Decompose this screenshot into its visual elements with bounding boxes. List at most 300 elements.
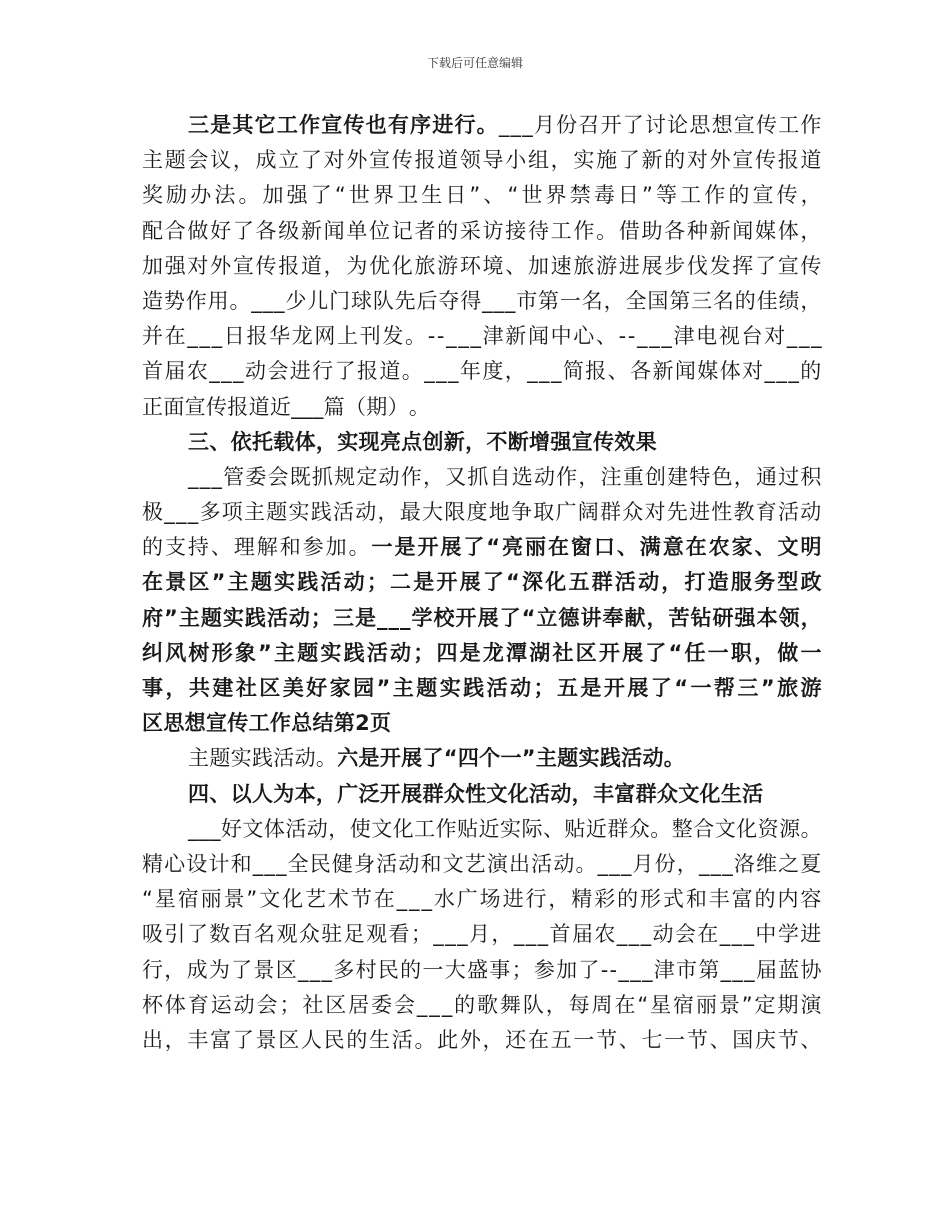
text-char: _ <box>811 324 822 349</box>
text-char: 实 <box>337 429 359 454</box>
text-char: 创 <box>422 429 444 454</box>
text-char: 是 <box>354 605 377 630</box>
text-char: 了 <box>754 253 777 278</box>
text-char: 参 <box>302 535 324 560</box>
text-char: 展 <box>401 746 423 771</box>
text-char: _ <box>550 359 562 384</box>
text-char: 进 <box>502 887 524 912</box>
text-char: 主 <box>535 746 558 771</box>
text-char: 报 <box>356 359 379 384</box>
text-char: 日 <box>223 324 246 349</box>
text-char: 先 <box>666 500 689 525</box>
text-char: 型 <box>777 570 799 595</box>
text-char: 心 <box>164 851 186 876</box>
text-char: 期 <box>777 992 799 1017</box>
text-char: 和 <box>685 887 708 912</box>
text-char: 展 <box>440 535 462 560</box>
text-char: 文 <box>486 781 508 806</box>
text-char: _ <box>209 816 221 841</box>
text-char: 民 <box>309 851 332 876</box>
text-char: 和 <box>230 851 252 876</box>
text-char: _ <box>510 113 522 137</box>
text-char: 协 <box>800 957 822 982</box>
text-char: 儿 <box>307 288 329 313</box>
text-char: 生 <box>720 781 743 806</box>
text-char: _ <box>198 816 210 841</box>
text-char: “ <box>674 676 689 700</box>
text-char: 年 <box>459 359 482 384</box>
text-char: 职 <box>730 640 753 665</box>
text-char: ” <box>258 640 273 665</box>
text-char: 了 <box>300 148 323 173</box>
text-char: 社 <box>235 676 258 700</box>
text-char: 行 <box>525 887 547 912</box>
text-char: 境 <box>482 253 504 278</box>
text-char: 强 <box>550 429 572 454</box>
text-char: 想 <box>184 711 206 736</box>
text-char: 球 <box>350 288 373 313</box>
text-char: ” <box>211 570 226 595</box>
text-char: 。 <box>238 183 260 208</box>
text-char: 学 <box>777 922 800 947</box>
text-char: _ <box>458 324 470 349</box>
text-char: 展 <box>401 781 423 806</box>
text-char: 展 <box>627 676 649 700</box>
text-char: 借 <box>618 218 641 243</box>
text-char: 展 <box>622 640 644 665</box>
text-char: 旅 <box>573 253 595 278</box>
text-line <box>142 178 822 213</box>
text-char: 三 <box>188 429 210 454</box>
text-char: 总 <box>291 711 313 736</box>
text-char: 题 <box>557 746 579 771</box>
text-char: - <box>609 957 618 982</box>
text-char: 增 <box>529 429 551 454</box>
text-line <box>142 249 822 284</box>
text-char: 、 <box>607 359 629 384</box>
text-char: _ <box>527 359 538 384</box>
text-char: 加 <box>325 535 347 560</box>
text-char: 的 <box>437 218 459 243</box>
text-char: 活 <box>376 851 398 876</box>
text-char: 化 <box>699 781 721 806</box>
text-char: 校 <box>433 605 455 630</box>
text-char: 内 <box>777 887 799 912</box>
text-char: 一 <box>690 676 712 700</box>
text-char: 农 <box>594 922 616 947</box>
text-char: 有 <box>387 113 410 137</box>
text-char: 游 <box>800 676 822 700</box>
text-char: 动 <box>638 570 660 595</box>
text-char: 开 <box>379 746 402 771</box>
text-char: 区 <box>325 992 347 1017</box>
text-char: 精 <box>142 851 164 876</box>
text-char: 水 <box>433 887 456 912</box>
text-char: 用 <box>207 288 229 313</box>
text-char: 传 <box>592 429 615 454</box>
text-char: 象 <box>234 640 257 665</box>
text-char: _ <box>421 887 433 912</box>
text-char: _ <box>211 324 223 349</box>
text-char: 限 <box>444 500 466 525</box>
text-line <box>142 143 822 178</box>
text-char: 励 <box>166 183 188 208</box>
text-char: 实 <box>500 816 522 841</box>
text-char: 体 <box>164 992 187 1017</box>
text-char: 美 <box>282 676 305 700</box>
text-char: 游 <box>596 253 618 278</box>
text-char: 出 <box>142 1027 164 1052</box>
text-char: 新 <box>652 359 674 384</box>
text-char: 篇 <box>323 394 345 419</box>
text-char: 活 <box>391 1027 414 1052</box>
text-char: 题 <box>416 676 438 700</box>
text-char: 持 <box>187 535 210 560</box>
text-char: 津 <box>482 324 504 349</box>
text-char: 宣 <box>232 253 255 278</box>
text-char: 大 <box>444 957 467 982</box>
text-char: _ <box>731 922 743 947</box>
text-char: 自 <box>489 464 511 489</box>
text-char: 夺 <box>438 288 460 313</box>
text-char: 口 <box>593 535 616 560</box>
text-char: 过 <box>778 464 800 489</box>
text-line <box>142 108 822 143</box>
text-char: 工 <box>414 816 436 841</box>
text-char: 一 <box>371 535 393 560</box>
text-char: _ <box>187 324 199 349</box>
text-char: 整 <box>671 816 694 841</box>
text-char: 的 <box>734 288 757 313</box>
text-char: _ <box>388 605 400 630</box>
text-char: _ <box>312 394 324 419</box>
text-char: 主 <box>227 570 249 595</box>
text-char: 泛 <box>358 781 380 806</box>
text-char: ” <box>164 605 179 630</box>
text-char: 丽 <box>200 887 222 912</box>
text-char: 践 <box>297 570 319 595</box>
text-char: 各 <box>255 218 277 243</box>
text-char: 现 <box>358 429 380 454</box>
text-char: 。 <box>229 288 251 313</box>
text-char: 是 <box>358 746 380 771</box>
text-char: 践 <box>599 746 622 771</box>
text-char: 游 <box>437 253 459 278</box>
text-line <box>142 636 822 671</box>
text-char: 国 <box>647 288 669 313</box>
text-char: 刊 <box>359 324 382 349</box>
text-char: 速 <box>550 253 572 278</box>
text-char: 践 <box>251 746 274 771</box>
text-char: 为 <box>273 781 295 806</box>
text-char: 打 <box>684 570 706 595</box>
text-char: 注 <box>600 464 622 489</box>
text-char: 广 <box>555 500 577 525</box>
text-char: _ <box>482 288 493 313</box>
text-char: 四 <box>188 781 210 806</box>
text-char: ， <box>165 676 187 700</box>
text-char: 众 <box>628 816 651 841</box>
text-char: 面 <box>163 394 185 419</box>
text-char: 传 <box>255 253 277 278</box>
text-char: 托 <box>251 429 274 454</box>
text-char: 好 <box>210 218 232 243</box>
text-char: 想 <box>711 113 733 137</box>
text-char: _ <box>275 851 287 876</box>
text-char: _ <box>188 816 199 841</box>
text-char: 卫 <box>397 183 419 208</box>
text-char: 源 <box>779 816 801 841</box>
text-char: 众 <box>656 781 679 806</box>
text-line <box>142 354 822 389</box>
text-char: 活 <box>285 816 307 841</box>
text-char: 体 <box>719 359 741 384</box>
text-char: 争 <box>511 500 533 525</box>
text-char: _ <box>448 359 459 384</box>
text-char: 个 <box>479 746 501 771</box>
text-char: _ <box>732 957 744 982</box>
text-char: 采 <box>459 218 482 243</box>
text-char: _ <box>251 288 263 313</box>
text-char: 台 <box>741 324 763 349</box>
text-char: 选 <box>511 464 534 489</box>
text-char: _ <box>504 288 516 313</box>
text-char: 特 <box>689 464 711 489</box>
text-char: 了 <box>232 218 255 243</box>
text-char: _ <box>264 851 276 876</box>
text-char: _ <box>710 851 722 876</box>
text-char: 点 <box>401 429 423 454</box>
text-char: 舞 <box>499 992 522 1017</box>
text-char: ， <box>164 957 186 982</box>
text-char: 传 <box>755 113 778 137</box>
text-char: 位 <box>369 218 391 243</box>
text-char: 作 <box>556 464 578 489</box>
text-char: 第 <box>333 711 356 736</box>
text-char: 帮 <box>713 676 736 700</box>
text-char: 月 <box>533 113 556 137</box>
text-char: （ <box>344 394 367 419</box>
text-char: ” <box>469 183 481 208</box>
text-line <box>142 988 822 1023</box>
text-char: 明 <box>800 535 822 560</box>
text-line <box>142 565 822 600</box>
text-char: 共 <box>188 676 211 700</box>
text-char: ， <box>661 570 683 595</box>
text-char: 。 <box>315 746 338 771</box>
text-char: 民 <box>377 957 400 982</box>
text-char: 挥 <box>732 253 754 278</box>
text-char: 本 <box>756 605 778 630</box>
text-line <box>142 460 822 495</box>
text-char: 彩 <box>594 887 616 912</box>
text-char: 动 <box>294 746 316 771</box>
text-char: 领 <box>778 605 800 630</box>
text-char: _ <box>211 464 223 489</box>
text-char: _ <box>539 359 550 384</box>
text-char: 开 <box>455 605 477 630</box>
text-char: 育 <box>187 992 210 1017</box>
text-char: 育 <box>755 500 778 525</box>
text-char: 在 <box>614 992 636 1017</box>
text-char: 生 <box>369 1027 391 1052</box>
text-char: 的 <box>142 535 164 560</box>
text-char: 使 <box>349 816 372 841</box>
text-char: 精 <box>571 887 593 912</box>
text-char: _ <box>698 851 710 876</box>
text-char: 性 <box>465 781 487 806</box>
text-char: 发 <box>382 324 404 349</box>
text-char: ， <box>232 148 255 173</box>
text-char: 资 <box>757 816 779 841</box>
text-char: 。 <box>414 1027 436 1052</box>
text-char: 闻 <box>674 359 697 384</box>
text-char: 丽 <box>525 535 547 560</box>
text-char: ， <box>800 288 822 313</box>
text-char: 身 <box>354 851 376 876</box>
text-char: 开 <box>379 781 402 806</box>
text-char: 活 <box>273 746 295 771</box>
text-char: ” <box>376 676 391 700</box>
text-char: _ <box>498 113 510 137</box>
text-char: 绩 <box>778 288 800 313</box>
text-char: 一 <box>500 746 522 771</box>
text-char: 通 <box>755 464 778 489</box>
text-char: 会 <box>267 464 289 489</box>
text-char: _ <box>188 464 199 489</box>
text-char: 作 <box>573 218 595 243</box>
text-char: 钻 <box>690 605 712 630</box>
text-char: 景 <box>255 1027 277 1052</box>
text-char: 等 <box>656 183 678 208</box>
text-char: _ <box>640 922 652 947</box>
text-char: 先 <box>394 288 416 313</box>
text-line <box>142 741 822 776</box>
text-char: 新 <box>641 148 663 173</box>
text-char: 近 <box>478 816 500 841</box>
text-char: 势 <box>163 288 186 313</box>
text-char: 风 <box>165 640 187 665</box>
text-char: _ <box>446 324 457 349</box>
text-char: 动 <box>355 500 377 525</box>
text-char: _ <box>661 324 673 349</box>
text-char: 、 <box>800 1027 822 1052</box>
text-char: _ <box>609 851 621 876</box>
text-char: 贴 <box>564 816 586 841</box>
text-char: 强 <box>286 183 308 208</box>
text-char: 效 <box>614 429 636 454</box>
text-char: 进 <box>800 922 822 947</box>
text-char: “ <box>142 887 154 912</box>
text-char: 务 <box>754 570 776 595</box>
text-char: 份 <box>556 113 578 137</box>
text-char: 在 <box>142 570 164 595</box>
text-char: 动 <box>233 992 255 1017</box>
text-char: 报 <box>585 359 607 384</box>
text-char: _ <box>291 394 302 419</box>
text-char: 定 <box>356 464 378 489</box>
text-char: 容 <box>800 887 822 912</box>
text-char: 群 <box>591 570 613 595</box>
text-char: 作 <box>269 711 292 736</box>
text-char: 理 <box>233 535 256 560</box>
text-char: 三 <box>188 113 210 137</box>
text-char: 工 <box>550 218 572 243</box>
text-char: “ <box>334 183 347 208</box>
text-char: 三 <box>737 676 759 700</box>
text-char: 演 <box>800 992 822 1017</box>
text-char: 活 <box>366 640 389 665</box>
text-char: 加 <box>262 183 284 208</box>
text-char: 宣 <box>184 394 206 419</box>
text-char: 作 <box>400 464 423 489</box>
text-char: 作 <box>299 113 321 137</box>
text-char: 组 <box>527 148 550 173</box>
text-char: 闻 <box>323 218 345 243</box>
text-char: 和 <box>279 535 302 560</box>
text-char: 施 <box>596 148 618 173</box>
text-char: 新 <box>300 218 323 243</box>
text-char: 队 <box>372 288 395 313</box>
text-char: 任 <box>684 640 706 665</box>
text-char: 者 <box>414 218 436 243</box>
text-char: 载 <box>273 429 295 454</box>
text-char: 题 <box>200 605 223 630</box>
text-char: 外 <box>709 148 731 173</box>
text-char: 作 <box>185 288 208 313</box>
text-char: 届 <box>571 922 594 947</box>
text-char: 津 <box>653 957 676 982</box>
text-char: 看 <box>388 922 410 947</box>
text-char: 开 <box>600 113 622 137</box>
text-char: 抓 <box>467 464 489 489</box>
text-line <box>142 847 822 882</box>
text-char: 报 <box>278 253 300 278</box>
text-char: 思 <box>163 711 185 736</box>
document-body <box>142 108 822 1058</box>
text-char: 首 <box>549 922 571 947</box>
text-char: - <box>436 324 445 349</box>
text-char: 做 <box>777 640 799 665</box>
text-char: 委 <box>245 464 267 489</box>
text-char: 、 <box>618 1027 641 1052</box>
text-char: 丰 <box>708 887 731 912</box>
text-char: 主 <box>178 605 201 630</box>
text-char: ， <box>482 1027 504 1052</box>
text-char: 七 <box>641 1027 663 1052</box>
text-line <box>142 284 822 319</box>
text-char: 新 <box>443 429 466 454</box>
page-header: 下载后可任意编辑 <box>426 56 523 70</box>
text-char: 第 <box>698 957 720 982</box>
text-char: 论 <box>667 113 689 137</box>
text-char: 树 <box>188 640 210 665</box>
text-char: 环 <box>459 253 482 278</box>
text-char: ， <box>800 218 822 243</box>
text-char: 五 <box>556 676 579 700</box>
text-char: _ <box>743 922 755 947</box>
text-char: _ <box>744 957 755 982</box>
text-char: 区 <box>575 640 597 665</box>
text-char: 后 <box>416 288 438 313</box>
text-char: _ <box>176 500 187 525</box>
text-char: 在 <box>685 535 707 560</box>
text-char: 大 <box>422 500 444 525</box>
text-char: 华 <box>269 324 291 349</box>
text-char: 窗 <box>570 535 593 560</box>
text-char: 行 <box>312 359 334 384</box>
text-char: 星 <box>154 887 177 912</box>
